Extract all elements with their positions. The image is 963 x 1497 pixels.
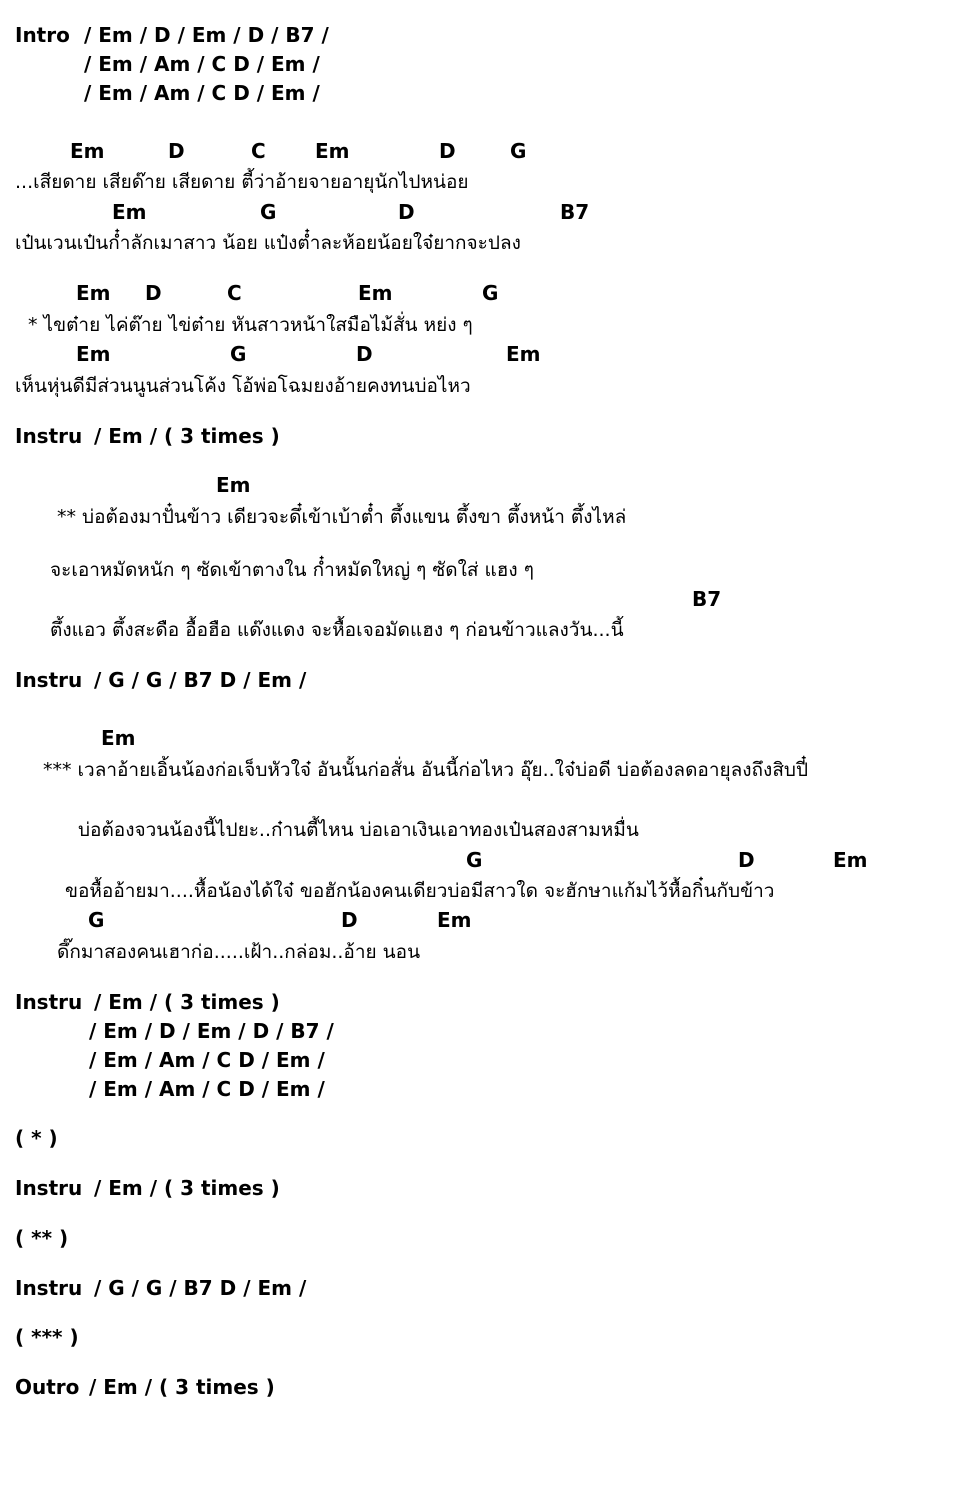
instru-chords: / Em / ( 3 times ) (94, 1176, 280, 1200)
instru-chords: / Em / ( 3 times ) (94, 424, 280, 448)
lyric-line: * ไขต๋าย ไค่ต๊าย ไข่ต๋าย หันสาวหน้าใสมือไม้สั่น หย่ง ๆ (28, 314, 473, 336)
chord: Em (76, 342, 111, 366)
intro-chords-3: / Em / Am / C D / Em / (84, 81, 320, 105)
chord: D (168, 139, 185, 163)
lyric-line: ขอหื้ออ้ายมา....หื้อน้องได้ใจ๋ ขอฮักน้องคนเดียวบ่อมีสาวใด จะฮักษาแก้มไว้หื้อกิ๋นกับข้าว (65, 880, 775, 902)
instru-chords: / G / G / B7 D / Em / (94, 668, 307, 692)
lyric-line: ** บ่อต้องมาปั๋นข้าว เดียวจะดึ๋เข้าเบ้าต๋ำ ตึ้งแขน ตึ้งขา ตึ้งหน้า ตึ้งไหล่ (57, 506, 627, 528)
chord: D (738, 848, 755, 872)
chord: D (356, 342, 373, 366)
intro-label: Intro (15, 23, 70, 47)
intro-chords-1: / Em / D / Em / D / B7 / (84, 23, 329, 47)
chord: Em (70, 139, 105, 163)
chord: Em (101, 726, 136, 750)
repeat-marker: ( * ) (15, 1126, 58, 1150)
instru-chords: / Em / Am / C D / Em / (89, 1077, 325, 1101)
chord: D (398, 200, 415, 224)
lyric-line: *** เวลาอ้ายเอิ้นน้องก่อเจ็บหัวใจ๋ อันนั้นก่อสั่น อันนี้ก่อไหว อุ๊ย..ใจ๋บ่อดี บ่อต้องลดอายุลงถึงสิบปี๋ (43, 759, 809, 781)
chord: Em (76, 281, 111, 305)
chord: B7 (692, 587, 722, 611)
lyric-line: เห็นหุ่นดีมีส่วนนูนส่วนโค้ง โอ้พ่อโฉมยงอ้ายคงทนบ่อไหว (15, 375, 471, 397)
outro-label: Outro (15, 1375, 80, 1399)
chord: C (251, 139, 266, 163)
chord: G (260, 200, 277, 224)
chord: B7 (560, 200, 590, 224)
instru-label: Instru (15, 990, 83, 1014)
lyric-line: ...เสียดาย เสียด๊าย เสียดาย ตี้ว่าอ้ายจายอายุนักไปหน่อย (15, 171, 469, 193)
lyric-line: เป๋นเวนเป๋นก๋ำลักเมาสาว น้อย แป๋งต๋ำละห้อยน้อยใจ๋ยากจะปลง (15, 232, 521, 254)
chord: Em (506, 342, 541, 366)
instru-label: Instru (15, 1176, 83, 1200)
lyric-line: จะเอาหมัดหนัก ๆ ซัดเข้าตางใน ก๋ำหมัดใหญ่ ๆ ซัดใส่ แฮง ๆ (50, 559, 534, 581)
lyric-line: บ่อต้องจวนน้องนี้ไปยะ..ก๋านตี้ไหน บ่อเอาเงินเอาทองเป๋นสองสามหมื่น (78, 819, 639, 841)
chord: G (230, 342, 247, 366)
instru-label: Instru (15, 668, 83, 692)
chord: Em (358, 281, 393, 305)
chord: G (510, 139, 527, 163)
chord: D (341, 908, 358, 932)
chord: Em (216, 473, 251, 497)
instru-chords: / Em / ( 3 times ) (94, 990, 280, 1014)
repeat-marker: ( *** ) (15, 1325, 79, 1349)
chord: Em (112, 200, 147, 224)
chord: Em (437, 908, 472, 932)
chord: Em (315, 139, 350, 163)
chord: Em (833, 848, 868, 872)
instru-chords: / G / G / B7 D / Em / (94, 1276, 307, 1300)
instru-chords: / Em / D / Em / D / B7 / (89, 1019, 334, 1043)
repeat-marker: ( ** ) (15, 1226, 69, 1250)
chord: G (466, 848, 483, 872)
chord: D (145, 281, 162, 305)
instru-chords: / Em / Am / C D / Em / (89, 1048, 325, 1072)
chord: G (482, 281, 499, 305)
lyric-line: ตึ้งแอว ตึ้งสะดือ อื้อฮือ แด๊งแดง จะหื้อเจอมัดแฮง ๆ ก่อนข้าวแลงวัน...นี้ (50, 619, 624, 641)
intro-chords-2: / Em / Am / C D / Em / (84, 52, 320, 76)
outro-chords: / Em / ( 3 times ) (89, 1375, 275, 1399)
chord: D (439, 139, 456, 163)
chord: C (227, 281, 242, 305)
instru-label: Instru (15, 424, 83, 448)
instru-label: Instru (15, 1276, 83, 1300)
lyric-line: ดึ๊กมาสองคนเฮาก่อ.....เฝ้า..กล่อม..อ้าย นอน (57, 941, 421, 963)
chord: G (88, 908, 105, 932)
